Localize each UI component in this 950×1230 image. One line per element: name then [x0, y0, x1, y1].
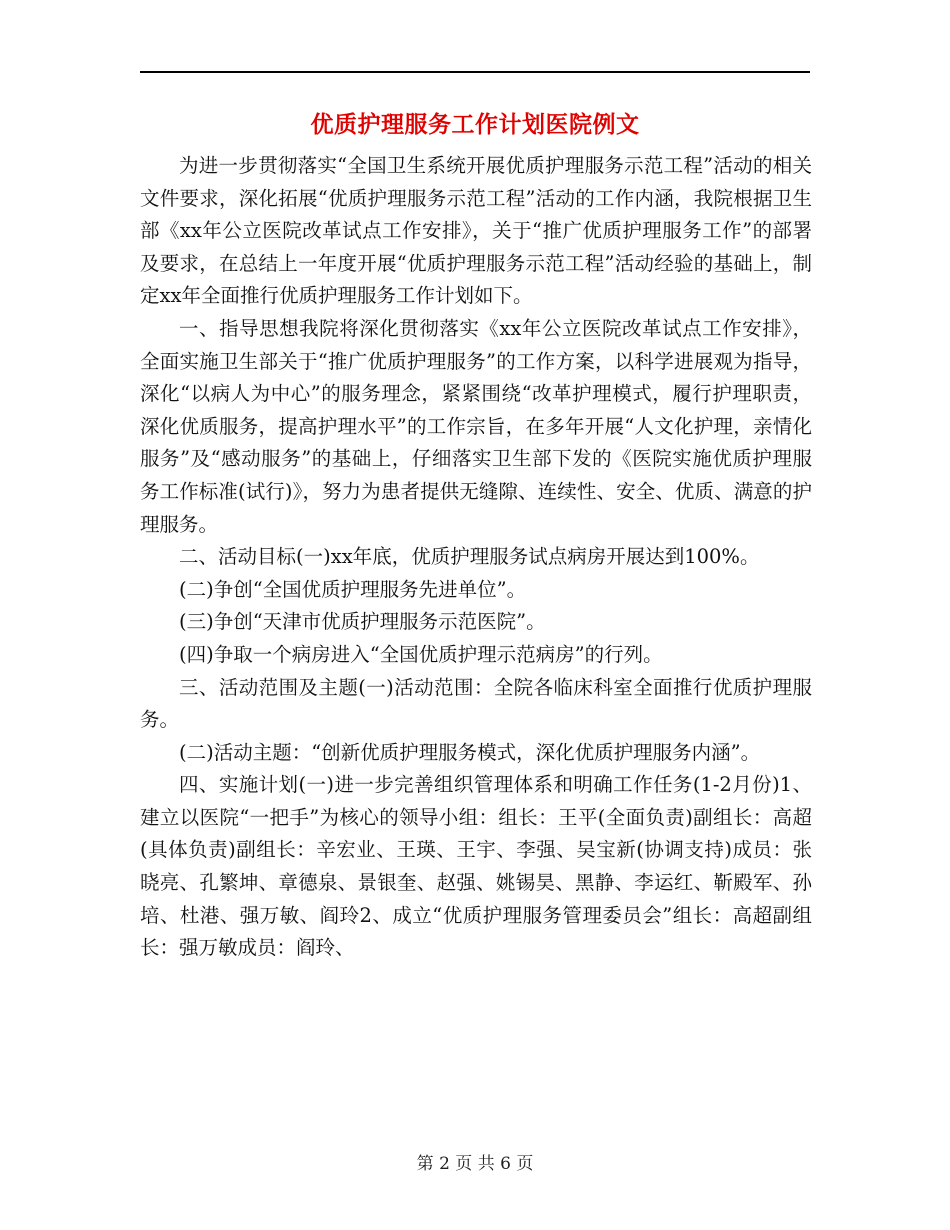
paragraph-goal-1: 二、活动目标(一)xx年底，优质护理服务试点病房开展达到100%。 — [179, 545, 760, 569]
paragraph-intro: 为进一步贯彻落实“全国卫生系统开展优质护理服务示范工程”活动的相关文件要求，深化拓展“优质护理服务示范工程”活动的工作内涵，我院根据卫生部《xx年公立医院改革试点工作安排》，关于“推广优质护理服务工作”的部署及要求，在总结上一年度开展“优质护理服务示范工程”活动经验的基础上，制定xx年全面推行优质护理服务工作计划如下。 — [140, 154, 812, 308]
page-number: 第 2 页 共 6 页 — [416, 1154, 534, 1174]
paragraph-goal-3: (三)争创“天津市优质护理服务示范医院”。 — [179, 610, 546, 634]
document-body — [140, 150, 812, 965]
paragraph-implementation: 四、实施计划(一)进一步完善组织管理体系和明确工作任务(1-2月份)1、建立以医院“一把手”为核心的领导小组：组长：王平(全面负责)副组长：高超(具体负责)副组长：辛宏业、王瑛、王宇、李强、吴宝新(协调支持)成员：张晓亮、孔繁坤、章德泉、景银奎、赵强、姚锡昊、黑静、李运红、靳殿军、孙培、杜港、强万敏、阎玲2、成立“优质护理服务管理委员会”组长：高超副组长：强万敏成员：阎玲、 — [140, 773, 812, 960]
document-title: 优质护理服务工作计划医院例文 — [310, 111, 640, 138]
paragraph-scope: 三、活动范围及主题(一)活动范围：全院各临床科室全面推行优质护理服务。 — [140, 675, 812, 732]
paragraph-guiding-ideology: 一、指导思想我院将深化贯彻落实《xx年公立医院改革试点工作安排》，全面实施卫生部关于“推广优质护理服务”的工作方案，以科学进展观为指导，深化“以病人为中心”的服务理念，紧紧围绕“改革护理模式，履行护理职责，深化优质服务，提高护理水平”的工作宗旨，在多年开展“人文化护理，亲情化服务”及“感动服务”的基础上，仔细落实卫生部下发的《医院实施优质护理服务工作标准(试行)》，努力为患者提供无缝隙、连续性、安全、优质、满意的护理服务。 — [140, 316, 812, 536]
paragraph-theme: (二)活动主题：“创新优质护理服务模式，深化优质护理服务内涵”。 — [179, 740, 761, 764]
paragraph-goal-4: (四)争取一个病房进入“全国优质护理示范病房”的行列。 — [179, 642, 663, 666]
header-rule — [140, 71, 810, 73]
paragraph-goal-2: (二)争创“全国优质护理服务先进单位”。 — [179, 577, 527, 601]
